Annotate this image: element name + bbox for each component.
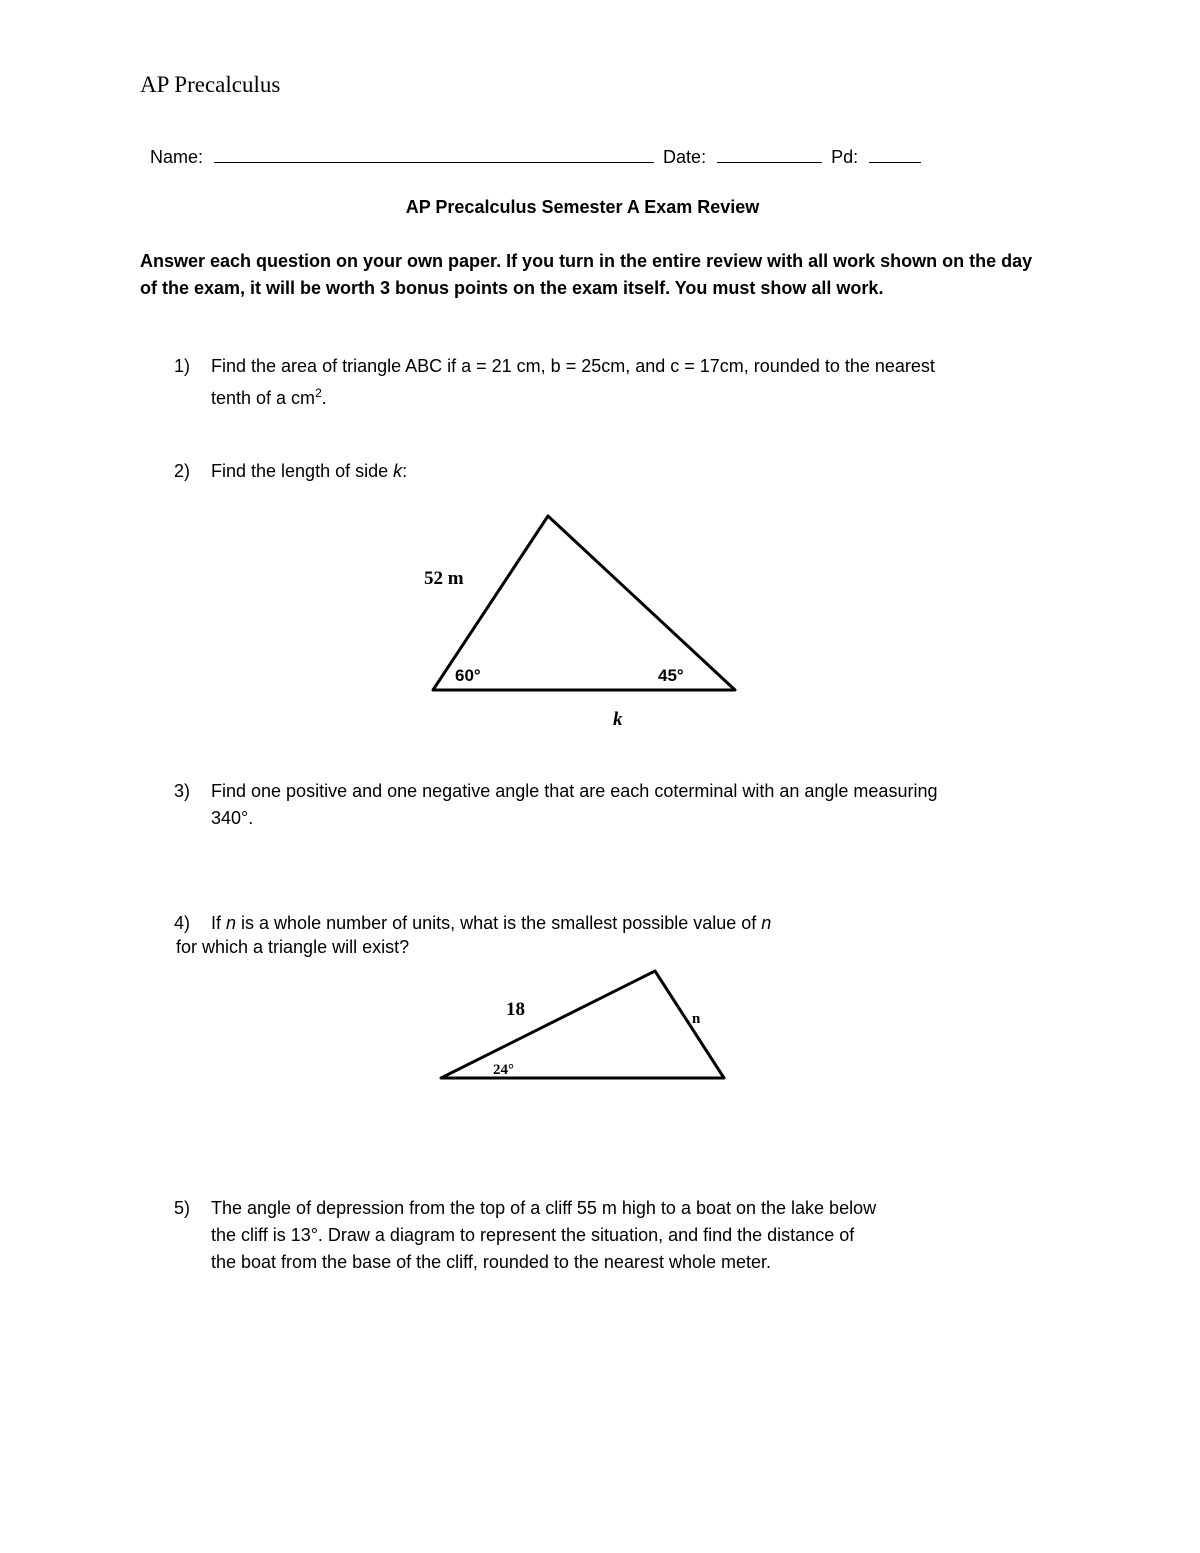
triangle-figure-q4 <box>441 971 724 1078</box>
triangle-q2 <box>433 516 735 690</box>
triangle-q4 <box>441 971 724 1078</box>
page-title: AP Precalculus Semester A Exam Review <box>405 197 760 217</box>
question-text: Find one positive and one negative angle that are each coterminal with an angle measuring <box>211 781 938 801</box>
question-4 <box>174 910 771 937</box>
question-3 <box>174 778 937 832</box>
variable-n: n <box>761 913 772 933</box>
side-label-52m: 52 m <box>424 568 464 589</box>
punctuation: . <box>321 388 327 408</box>
side-label-18: 18 <box>506 999 525 1020</box>
question-number: 2) <box>174 461 191 481</box>
angle-label-24: 24° <box>493 1062 514 1078</box>
side-label-n: n <box>692 1011 701 1027</box>
question-number: 1) <box>174 356 191 376</box>
date-label: Date: <box>663 147 707 167</box>
question-number: 3) <box>174 781 191 801</box>
angle-label-45: 45° <box>658 666 684 685</box>
variable-n: n <box>226 913 237 933</box>
period-label: Pd: <box>831 147 859 167</box>
question-text: Find the length of side <box>211 461 394 481</box>
question-number: 4) <box>174 913 191 933</box>
triangle-figure-q2 <box>424 516 735 730</box>
name-label: Name: <box>150 147 204 167</box>
question-text: If <box>211 913 227 933</box>
question-text-cont: tenth of a cm <box>211 388 316 408</box>
instructions: Answer each question on your own paper. If you turn in the entire review with all work shown on the day of the exam, it will be worth 3 bonus points on the exam itself. You must show all work. <box>140 251 1033 298</box>
question-text: Find the area of triangle ABC if a = 21 cm, b = 25cm, and c = 17cm, rounded to the nearest <box>211 356 935 376</box>
variable-k: k <box>393 461 403 481</box>
question-text-mid: is a whole number of units, what is the smallest possible value of <box>236 913 762 933</box>
question-4-cont: for which a triangle will exist? <box>176 937 410 957</box>
question-5 <box>174 1195 876 1276</box>
question-text: The angle of depression from the top of a cliff 55 m high to a boat on the lake below <box>211 1198 877 1218</box>
superscript: 2 <box>315 386 322 400</box>
question-text-cont: 340°. <box>211 808 254 828</box>
punctuation: : <box>402 461 408 481</box>
question-text-cont: the boat from the base of the cliff, rounded to the nearest whole meter. <box>211 1252 772 1272</box>
base-label-k: k <box>613 709 623 730</box>
question-number: 5) <box>174 1198 191 1218</box>
course-header: AP Precalculus <box>140 72 281 97</box>
question-text-cont: the cliff is 13°. Draw a diagram to represent the situation, and find the distance of <box>211 1225 855 1245</box>
angle-label-60: 60° <box>455 666 481 685</box>
